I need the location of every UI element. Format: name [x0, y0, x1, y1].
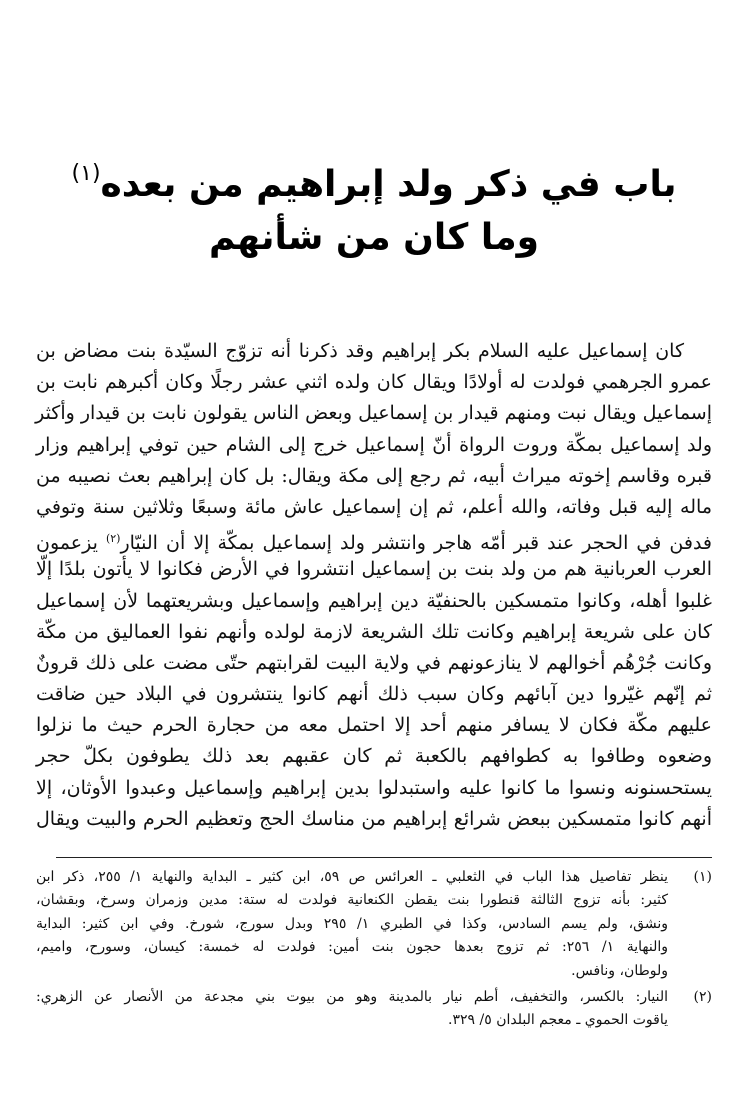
footnote-line: كثير: بأنه تزوج الثالثة قنطورا بنت يقطن الكنعانية فولدت له ستة: مدين وزمران وسرخ، وبقشان،: [36, 892, 668, 909]
footnote-line: ياقوت الحموي ـ معجم البلدان ٥/ ٣٢٩.: [448, 1012, 668, 1029]
footnote-number: (٢): [693, 988, 712, 1005]
footnote-1: [36, 866, 712, 983]
body-footnote-mark: (٢): [105, 532, 121, 546]
body-line: يستحسنونه ونسوا ما كانوا عليه واستبدلوا بدين إبراهيم وإسماعيل وعبدوا الأوثان، إلا: [36, 776, 712, 799]
chapter-title-line-1: [40, 148, 708, 211]
body-line-continuation: يزعمون: [36, 532, 106, 555]
body-line: وكانت جُرْهُم أخوالهم لا ينازعونهم في ولاية البيت لقرابتهم حتّى مضت على ذلك قرونٌ: [36, 651, 712, 674]
footnotes: [36, 866, 712, 1036]
body-line: كان إسماعيل عليه السلام بكر إبراهيم وقد ذكرنا أنه تزوّج السيّدة بنت مضاض بن: [36, 340, 684, 362]
body-line: ثم إنّهم غيّروا دين آبائهم وكان سبب ذلك أنهم كانوا ينتشرون في البلاد حين ضاقت: [36, 683, 712, 706]
body-line: عمرو الجرهمي فولدت له أولادًا ويقال كان ولده اثني عشر رجلًا وكان أكبرهم نابت بن: [36, 371, 712, 394]
body-line: ماله إليه قبل وفاته، والله أعلم، ثم إن إسماعيل عاش مائة وسبعًا وثلاثين سنة وتوفي: [36, 495, 712, 518]
footnote-line: النيار: بالكسر، والتخفيف، أطم نيار بالمدينة وهو من بيوت بني مجدعة من الأنصار عن الزهري:: [36, 988, 668, 1005]
body-line: غلبوا أهله، وكانوا متمسكين بالحنفيّة دين إبراهيم وإسماعيل وبشريعتهما لأن إسماعيل: [36, 589, 712, 612]
body-text: [36, 336, 712, 835]
chapter-title-text: باب في ذكر ولد إبراهيم من بعده: [100, 164, 677, 205]
body-line: فدفن في الحجر عند قبر أمّه هاجر وانتشر ولد إسماعيل بمكّة إلا أن النيّار: [120, 532, 712, 555]
body-line-with-note: [36, 523, 712, 554]
body-line: العرب العربانية هم من ولد بنت بن إسماعيل انتشروا في الأرض فكانوا لا يأتون بلدًا إلّا: [36, 558, 712, 581]
footnote-separator: [56, 857, 712, 858]
footnote-line: والنهاية ١/ ٢٥٦: ثم تزوج بعدها حجون بنت أمين: فولدت له خمسة: كيسان، وسورح، واميم،: [36, 939, 669, 956]
footnote-line: ونشق، ولم يسم السادس، وكذا في الطبري ١/ ٢٩٥ وبدل سورج، شورخ. وفي ابن كثير: البداية: [36, 915, 668, 932]
footnote-2: [36, 986, 712, 1033]
body-line: أنهم كانوا متمسكين ببعض شرائع إبراهيم من مناسك الحج وتعظيم الحرم والبيت ويقال: [36, 807, 712, 830]
body-line: قبره وقاسم إخوته ميراث أبيه، ثم رجع إلى مكة ويقال: بل كان إبراهيم بعث نصيبه من: [36, 464, 713, 487]
body-line: وضعوه وطافوا به كطوافهم بالكعبة ثم كان عقبهم بعد ذلك يطوفون بكلّ حجر: [36, 745, 712, 768]
body-line: عليهم مكّة فكان لا يسافر منهم أحد إلا احتمل معه من حجارة الحرم حيث ما نزلوا: [36, 714, 712, 737]
body-line: إسماعيل ويقال نبت ومنهم قيدار بن إسماعيل وبعض الناس يقولون نابت بن قيدار وأكثر: [35, 402, 712, 425]
footnote-line: ينظر تفاصيل هذا الباب في الثعلبي ـ العرائس ص ٥٩، ابن كثير ـ البداية والنهاية ١/ ٢٥٥، ذكر ابن: [36, 869, 668, 885]
body-line: كان على شريعة إبراهيم وكانت تلك الشريعة لازمة لولده وأنهم نفوا العماليق من مكّة: [36, 620, 712, 643]
footnote-number: (١): [693, 869, 712, 885]
chapter-title-footnote-mark: (١): [71, 161, 101, 186]
footnote-line: ولوطان، ونافس.: [571, 962, 668, 979]
chapter-title-line-2: وما كان من شأنهم: [208, 217, 540, 258]
body-line: ولد إسماعيل بمكّة وروت الرواة أنّ إسماعيل خرج إلى الشام حين توفي إبراهيم وزار: [36, 433, 712, 456]
